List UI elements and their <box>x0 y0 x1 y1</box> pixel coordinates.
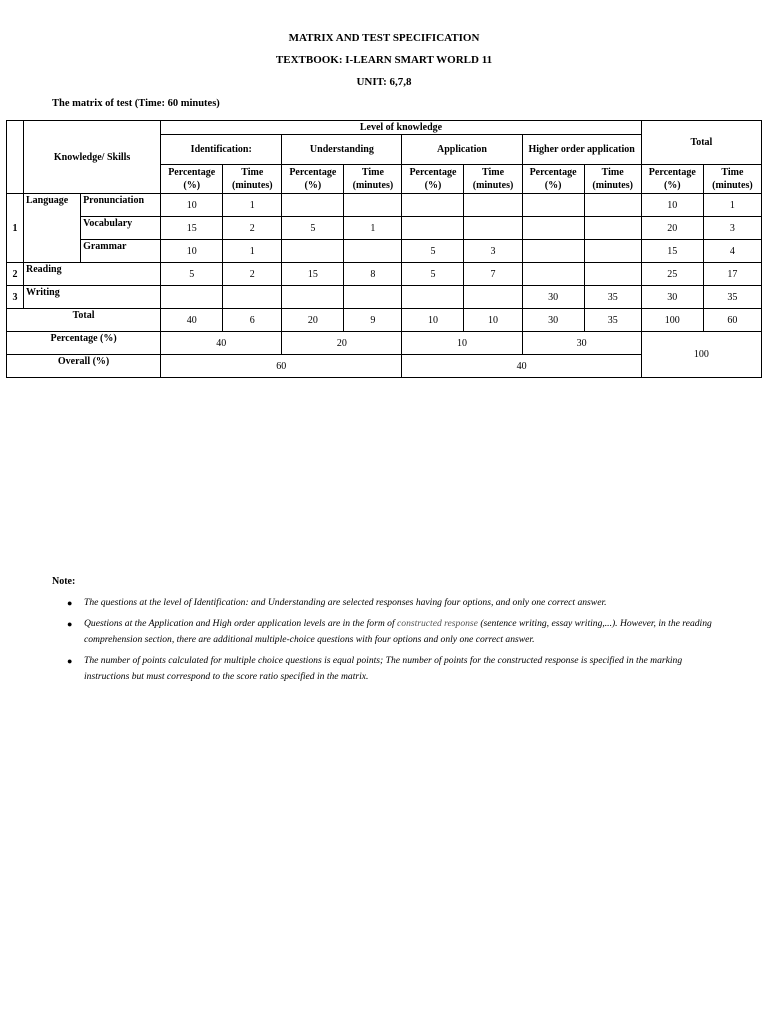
cell: 1 <box>223 240 282 263</box>
cell <box>464 286 522 309</box>
level-understanding-header: Understanding <box>282 135 402 165</box>
bullet-icon: ● <box>67 598 73 608</box>
level-of-knowledge-header: Level of knowledge <box>161 121 642 135</box>
cell: 10 <box>464 309 522 332</box>
cell <box>522 217 584 240</box>
cell <box>344 240 402 263</box>
cell: 2 <box>223 217 282 240</box>
grand-total-cell: 100 <box>641 332 761 378</box>
table-row <box>7 286 762 309</box>
test-matrix-table <box>6 120 762 378</box>
col-percentage-header: Percentage (%) <box>402 165 464 194</box>
cell: 20 <box>282 332 402 355</box>
cell <box>402 286 464 309</box>
cell: 6 <box>223 309 282 332</box>
cell <box>584 240 641 263</box>
cell <box>584 263 641 286</box>
cell <box>464 217 522 240</box>
cell: 5 <box>161 263 223 286</box>
col-percentage-header: Percentage (%) <box>522 165 584 194</box>
cell: 10 <box>402 309 464 332</box>
total-header: Total <box>641 121 761 165</box>
col-time-header: Time (minutes) <box>344 165 402 194</box>
cell: 100 <box>641 309 703 332</box>
cell: 5 <box>402 263 464 286</box>
notes-list <box>52 595 712 690</box>
cell: 40 <box>161 332 282 355</box>
document-title: MATRIX AND TEST SPECIFICATION <box>288 32 480 44</box>
cell: 30 <box>522 309 584 332</box>
col-time-header: Time (minutes) <box>464 165 522 194</box>
cell: 3 <box>703 217 761 240</box>
cell: 30 <box>522 286 584 309</box>
table-row <box>7 240 762 263</box>
cell: 5 <box>282 217 344 240</box>
cell: 10 <box>402 332 522 355</box>
col-time-header: Time (minutes) <box>703 165 761 194</box>
note-text: (sentence writing, essay writing,...). However, in the reading comprehension section, there are additional multiple-choice questions with four options and only one correct answer. <box>84 617 712 645</box>
table-row <box>7 217 762 240</box>
cell: 20 <box>641 217 703 240</box>
cell: 1 <box>703 194 761 217</box>
cell: 30 <box>641 286 703 309</box>
textbook-title: TEXTBOOK: I-LEARN SMART WORLD 11 <box>275 54 493 66</box>
list-item <box>52 653 712 686</box>
row-group-label: Reading <box>24 263 161 286</box>
cell <box>402 217 464 240</box>
cell <box>282 194 344 217</box>
cell: 60 <box>703 309 761 332</box>
row-group-label: Language <box>24 194 81 263</box>
blank-corner-cell <box>7 121 24 194</box>
cell <box>584 194 641 217</box>
cell <box>161 286 223 309</box>
row-index: 1 <box>7 194 24 263</box>
cell <box>522 263 584 286</box>
list-item <box>52 595 712 612</box>
cell: 17 <box>703 263 761 286</box>
note-text: Questions at the Application and High order application levels are in the form of <box>84 617 398 629</box>
level-identification-header: Identification: <box>161 135 282 165</box>
knowledge-skills-header: Knowledge/ Skills <box>24 121 161 194</box>
table-row <box>7 263 762 286</box>
cell: 15 <box>641 240 703 263</box>
total-row <box>7 309 762 332</box>
total-row-label: Total <box>7 309 161 332</box>
level-application-header: Application <box>402 135 522 165</box>
level-higher-order-header: Higher order application <box>522 135 641 165</box>
cell <box>344 286 402 309</box>
cell: 40 <box>402 355 641 378</box>
table-row <box>7 194 762 217</box>
cell: 30 <box>522 332 641 355</box>
cell <box>282 240 344 263</box>
cell: 15 <box>282 263 344 286</box>
list-item <box>52 616 712 649</box>
row-skill-label: Pronunciation <box>81 194 161 217</box>
row-index: 2 <box>7 263 24 286</box>
cell: 1 <box>344 217 402 240</box>
cell: 3 <box>464 240 522 263</box>
row-index: 3 <box>7 286 24 309</box>
matrix-subtitle: The matrix of test (Time: 60 minutes) <box>52 98 220 109</box>
cell <box>584 217 641 240</box>
unit-title: UNIT: 6,7,8 <box>356 76 412 88</box>
overall-row-label: Overall (%) <box>7 355 161 378</box>
row-skill-label: Vocabulary <box>81 217 161 240</box>
cell <box>344 194 402 217</box>
notes-title: Note: <box>52 576 76 587</box>
cell: 4 <box>703 240 761 263</box>
cell <box>522 194 584 217</box>
col-percentage-header: Percentage (%) <box>161 165 223 194</box>
col-time-header: Time (minutes) <box>584 165 641 194</box>
cell: 5 <box>402 240 464 263</box>
col-time-header: Time (minutes) <box>223 165 282 194</box>
cell: 1 <box>223 194 282 217</box>
cell: 35 <box>584 309 641 332</box>
cell: 25 <box>641 263 703 286</box>
cell: 2 <box>223 263 282 286</box>
cell: 35 <box>703 286 761 309</box>
row-skill-label: Grammar <box>81 240 161 263</box>
note-highlight-text: constructed response <box>397 617 478 629</box>
cell: 60 <box>161 355 402 378</box>
cell: 40 <box>161 309 223 332</box>
cell: 10 <box>161 240 223 263</box>
cell: 35 <box>584 286 641 309</box>
cell: 10 <box>161 194 223 217</box>
row-group-label: Writing <box>24 286 161 309</box>
bullet-icon: ● <box>67 655 73 666</box>
cell: 15 <box>161 217 223 240</box>
cell <box>402 194 464 217</box>
cell <box>282 286 344 309</box>
bullet-icon: ● <box>67 618 73 629</box>
percentage-row <box>7 332 762 355</box>
cell <box>522 240 584 263</box>
cell: 7 <box>464 263 522 286</box>
cell: 10 <box>641 194 703 217</box>
cell <box>223 286 282 309</box>
col-percentage-header: Percentage (%) <box>641 165 703 194</box>
cell: 8 <box>344 263 402 286</box>
cell <box>464 194 522 217</box>
note-text: The questions at the level of Identification: and Understanding are selected responses having four options, and only one correct answer. <box>84 597 607 608</box>
col-percentage-header: Percentage (%) <box>282 165 344 194</box>
note-text: The number of points calculated for multiple choice questions is equal points; The number of points for the constructed response is specified in the marking instructions but must correspond to the score ratio specified in the matrix. <box>84 654 683 682</box>
cell: 9 <box>344 309 402 332</box>
percentage-row-label: Percentage (%) <box>7 332 161 355</box>
cell: 20 <box>282 309 344 332</box>
